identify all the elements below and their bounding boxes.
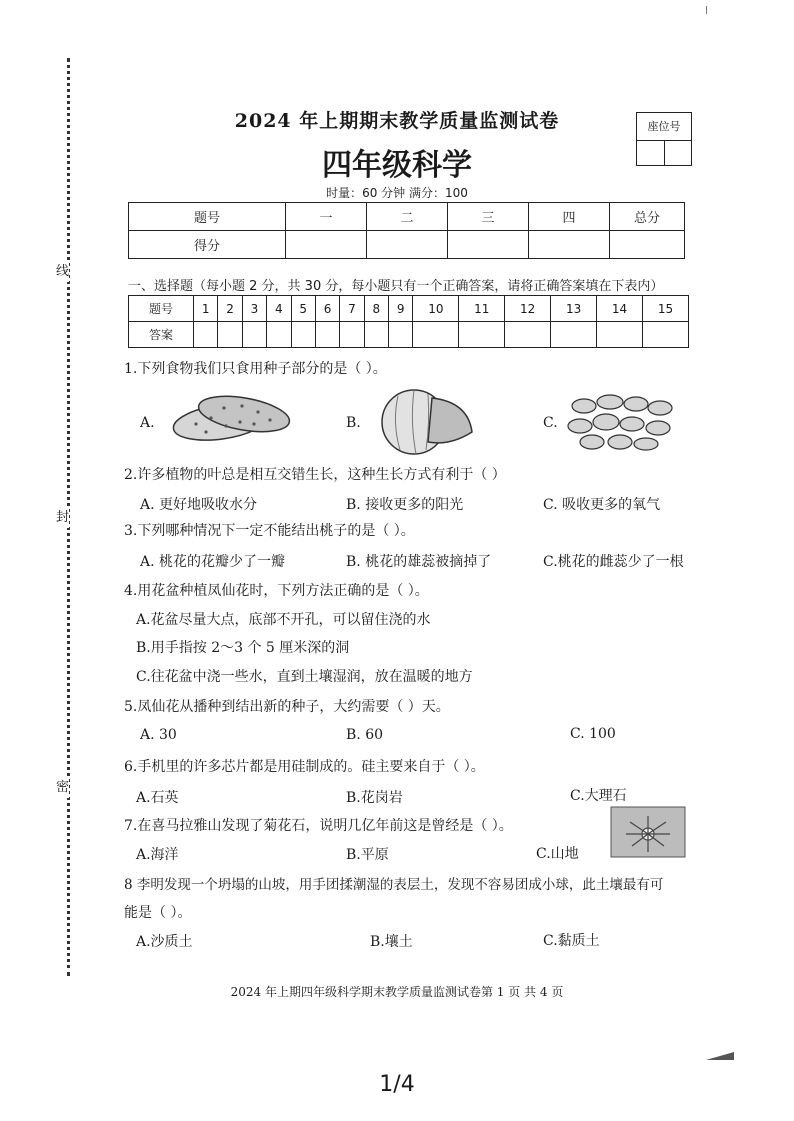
answer-blank-cell[interactable]	[218, 322, 242, 348]
answer-number-cell: 11	[459, 296, 505, 322]
cucumber-image	[166, 384, 296, 454]
question-8-option-c[interactable]: C.黏质土	[543, 933, 600, 949]
question-1-option-b[interactable]: B.	[346, 415, 361, 431]
question-2-option-a[interactable]: A. 更好地吸收水分	[140, 497, 258, 513]
question-4-option-b[interactable]: B.用手指按 2～3 个 5 厘米深的洞	[136, 640, 350, 656]
question-6-stem: 6.手机里的许多芯片都是用硅制成的。硅主要来自于（ ）。	[124, 759, 485, 775]
answer-blank-cell[interactable]	[389, 322, 413, 348]
answer-blank-cell[interactable]	[267, 322, 291, 348]
question-5-option-c[interactable]: C. 100	[570, 726, 616, 742]
answer-blank-cell[interactable]	[194, 322, 218, 348]
score-blank-cell[interactable]	[529, 231, 610, 259]
score-table-header-row	[129, 203, 685, 231]
question-1-stem: 1.下列食物我们只食用种子部分的是（ ）。	[124, 361, 387, 377]
question-1-option-c[interactable]: C.	[543, 415, 558, 431]
question-5-option-b[interactable]: B. 60	[346, 727, 384, 743]
binding-char-feng: 封	[56, 508, 69, 528]
answer-table-answer-row	[129, 322, 689, 348]
question-5-option-a[interactable]: A. 30	[140, 727, 177, 743]
answer-blank-cell[interactable]	[642, 322, 688, 348]
question-8-stem: 8 李明发现一个坍塌的山坡，用手团揉潮湿的表层土，发现不容易团成小球，此土壤最有可	[124, 877, 664, 893]
answer-number-cell: 10	[413, 296, 459, 322]
question-7-option-a[interactable]: A.海洋	[136, 847, 179, 863]
answer-table-row-label: 答案	[129, 322, 194, 348]
answer-blank-cell[interactable]	[413, 322, 459, 348]
answer-blank-cell[interactable]	[340, 322, 364, 348]
question-3-stem: 3.下列哪种情况下一定不能结出桃子的是（ ）。	[124, 523, 415, 539]
question-7-option-b[interactable]: B.平原	[346, 847, 389, 863]
question-4-option-c[interactable]: C.往花盆中浇一些水，直到土壤湿润，放在温暖的地方	[136, 669, 473, 685]
answer-number-cell: 9	[389, 296, 413, 322]
exam-subtitle: 四年级科学	[322, 148, 472, 183]
answer-blank-cell[interactable]	[505, 322, 551, 348]
answer-number-cell: 3	[242, 296, 266, 322]
question-5-stem: 5.凤仙花从播种到结出新的种子，大约需要（ ）天。	[124, 699, 450, 715]
question-8-option-b[interactable]: B.壤土	[370, 934, 413, 950]
page-footer: 2024 年上期四年级科学期末教学质量监测试卷第 1 页 共 4 页	[230, 985, 564, 999]
answer-blank-cell[interactable]	[291, 322, 315, 348]
answer-number-cell: 8	[364, 296, 388, 322]
seat-number-box	[636, 112, 692, 166]
answer-table-number-row	[129, 296, 689, 322]
score-header-cell: 三	[448, 203, 529, 231]
question-3-option-a[interactable]: A. 桃花的花瓣少了一瓣	[140, 554, 286, 570]
answer-number-cell: 6	[315, 296, 339, 322]
question-6-option-a[interactable]: A.石英	[136, 790, 179, 806]
answer-number-cell: 7	[340, 296, 364, 322]
question-4-option-a[interactable]: A.花盆尽量大点，底部不开孔，可以留住浇的水	[136, 612, 431, 628]
answer-number-cell: 1	[194, 296, 218, 322]
question-2-option-b[interactable]: B. 接收更多的阳光	[346, 497, 464, 513]
corner-mark	[706, 6, 710, 14]
answer-number-cell: 14	[597, 296, 643, 322]
binding-char-mi: 密	[56, 778, 69, 798]
binding-char-xian: 线	[56, 262, 69, 282]
score-blank-cell[interactable]	[286, 231, 367, 259]
answer-blank-cell[interactable]	[459, 322, 505, 348]
question-6-option-b[interactable]: B.花岗岩	[346, 790, 403, 806]
question-3-option-c[interactable]: C.桃花的雌蕊少了一根	[543, 554, 684, 570]
question-2-option-c[interactable]: C. 吸收更多的氧气	[543, 497, 661, 513]
answer-blank-cell[interactable]	[597, 322, 643, 348]
time-and-score-info: 时量：60 分钟 满分：100	[326, 186, 468, 200]
answer-blank-cell[interactable]	[364, 322, 388, 348]
score-header-cell: 四	[529, 203, 610, 231]
question-3-option-b[interactable]: B. 桃花的雄蕊被摘掉了	[346, 554, 492, 570]
answer-table-row-label: 题号	[129, 296, 194, 322]
answer-blank-cell[interactable]	[242, 322, 266, 348]
page-indicator: 1/4	[379, 1072, 415, 1097]
question-4-stem: 4.用花盆种植凤仙花时，下列方法正确的是（ ）。	[124, 583, 429, 599]
score-header-cell: 二	[367, 203, 448, 231]
score-table	[128, 202, 685, 259]
score-blank-cell[interactable]	[448, 231, 529, 259]
answer-number-cell: 5	[291, 296, 315, 322]
peanut-image	[566, 388, 678, 456]
answer-number-cell: 12	[505, 296, 551, 322]
question-7-option-c[interactable]: C.山地	[536, 846, 579, 862]
answer-number-cell: 15	[642, 296, 688, 322]
score-header-cell: 一	[286, 203, 367, 231]
seat-number-label: 座位号	[647, 120, 681, 133]
score-header-cell: 题号	[129, 203, 286, 231]
section-1-heading: 一、选择题（每小题 2 分，共 30 分，每小题只有一个正确答案，请将正确答案填在下表内）	[128, 279, 664, 294]
answer-number-cell: 4	[267, 296, 291, 322]
question-7-stem: 7.在喜马拉雅山发现了菊花石，说明几亿年前这是曾经是（ ）。	[124, 818, 513, 834]
score-header-cell: 总分	[610, 203, 685, 231]
question-1-option-a[interactable]: A.	[140, 415, 155, 431]
answer-blank-cell[interactable]	[551, 322, 597, 348]
answer-number-cell: 13	[551, 296, 597, 322]
score-row-label: 得分	[129, 231, 286, 259]
exam-title: 2024 年上期期末教学质量监测试卷	[234, 110, 560, 132]
chrysanthemum-stone-image	[610, 806, 686, 862]
answer-table	[128, 295, 689, 348]
question-6-option-c[interactable]: C.大理石	[570, 788, 627, 804]
question-8-option-a[interactable]: A.沙质土	[136, 934, 193, 950]
question-8-stem-continued: 能是（ ）。	[124, 905, 192, 921]
question-2-stem: 2.许多植物的叶总是相互交错生长，这种生长方式有利于（ ）	[124, 467, 506, 483]
answer-number-cell: 2	[218, 296, 242, 322]
score-table-score-row	[129, 231, 685, 259]
watermelon-image	[368, 384, 478, 460]
answer-blank-cell[interactable]	[315, 322, 339, 348]
score-blank-cell[interactable]	[367, 231, 448, 259]
scan-edge-mark	[706, 1047, 736, 1066]
score-blank-cell[interactable]	[610, 231, 685, 259]
